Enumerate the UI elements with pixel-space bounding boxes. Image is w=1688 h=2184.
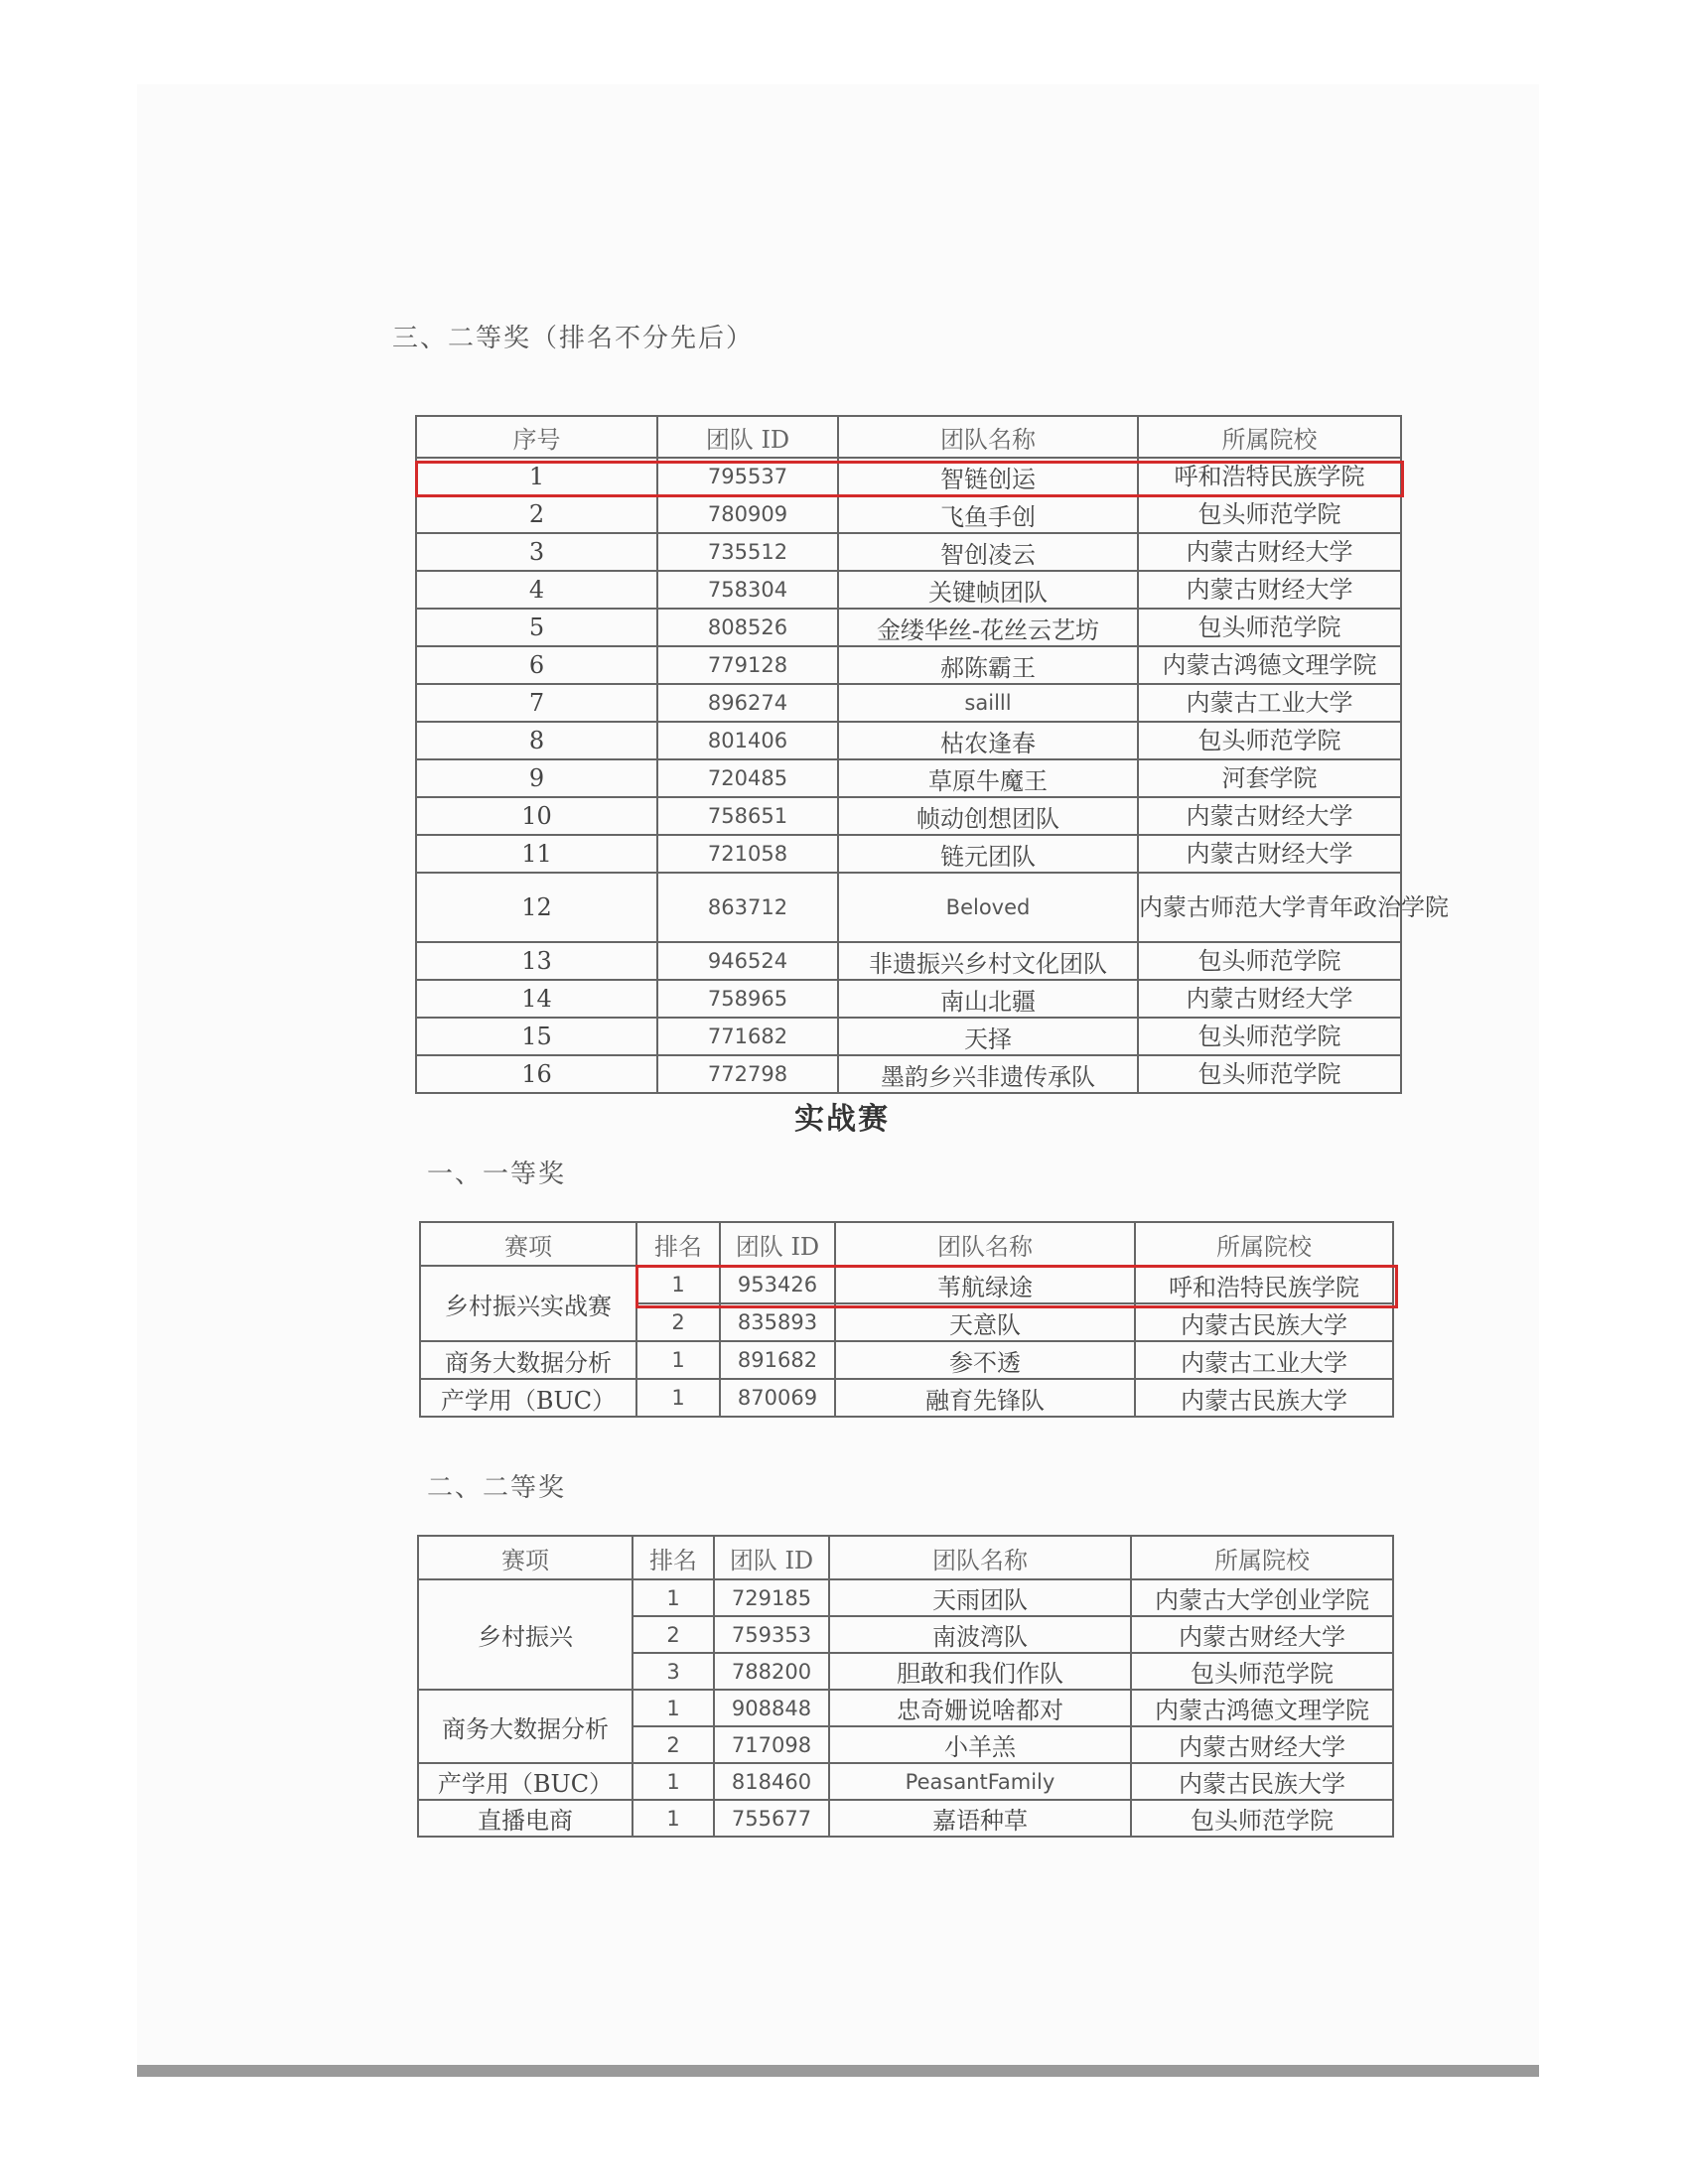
school-cell: 呼和浩特民族学院 (1135, 1266, 1393, 1303)
team-name-cell: 金缕华丝-花丝云艺坊 (838, 609, 1138, 646)
row-number-cell: 11 (416, 835, 657, 873)
header-cell: 所属院校 (1135, 1222, 1393, 1266)
table-row (416, 1055, 1401, 1093)
team-name-cell: 嘉语种草 (829, 1800, 1131, 1837)
team-name-cell: 天意队 (835, 1303, 1135, 1341)
header-cell: 团队名称 (835, 1222, 1135, 1266)
table-row (416, 722, 1401, 759)
team-name-cell: 胆敢和我们作队 (829, 1653, 1131, 1690)
header-cell: 团队名称 (838, 416, 1138, 458)
practice-title: 实战赛 (794, 1102, 890, 1137)
team-id-cell: 801406 (657, 722, 838, 759)
school-cell: 包头师范学院 (1131, 1653, 1393, 1690)
school-cell: 包头师范学院 (1138, 609, 1401, 646)
rank-cell: 3 (633, 1653, 714, 1690)
team-name-cell: 智链创运 (838, 458, 1138, 495)
school-cell: 内蒙古师范大学青年政治学院 (1138, 873, 1401, 942)
header-cell: 赛项 (420, 1222, 636, 1266)
row-number-cell: 13 (416, 942, 657, 980)
table-header-row (418, 1536, 1393, 1579)
table-row (416, 797, 1401, 835)
team-id-cell: 835893 (720, 1303, 835, 1341)
event-cell: 乡村振兴实战赛 (420, 1266, 636, 1341)
school-cell: 内蒙古大学创业学院 (1131, 1579, 1393, 1616)
team-id-cell: 729185 (714, 1579, 829, 1616)
table-row (418, 1763, 1393, 1800)
team-id-cell: 795537 (657, 458, 838, 495)
table-row (416, 942, 1401, 980)
header-cell: 所属院校 (1138, 416, 1401, 458)
school-cell: 呼和浩特民族学院 (1138, 458, 1401, 495)
school-cell: 内蒙古工业大学 (1138, 684, 1401, 722)
school-cell: 内蒙古财经大学 (1138, 797, 1401, 835)
team-name-cell: 天雨团队 (829, 1579, 1131, 1616)
team-id-cell: 896274 (657, 684, 838, 722)
row-number-cell: 14 (416, 980, 657, 1018)
school-cell: 内蒙古财经大学 (1138, 533, 1401, 571)
header-cell: 团队 ID (657, 416, 838, 458)
school-cell: 内蒙古民族大学 (1135, 1303, 1393, 1341)
header-cell: 团队 ID (714, 1536, 829, 1579)
header-cell: 所属院校 (1131, 1536, 1393, 1579)
table-header-row (416, 416, 1401, 458)
school-cell: 内蒙古财经大学 (1131, 1616, 1393, 1653)
second-prize-heading: 二、二等奖 (427, 1473, 567, 1503)
table-row (416, 646, 1401, 684)
table-row (418, 1579, 1393, 1616)
header-cell: 排名 (633, 1536, 714, 1579)
team-name-cell: 帧动创想团队 (838, 797, 1138, 835)
event-cell: 商务大数据分析 (418, 1690, 633, 1763)
team-id-cell: 720485 (657, 759, 838, 797)
school-cell: 包头师范学院 (1138, 495, 1401, 533)
row-number-cell: 5 (416, 609, 657, 646)
event-cell: 产学用（BUC） (418, 1763, 633, 1800)
table-row (416, 533, 1401, 571)
team-name-cell: PeasantFamily (829, 1763, 1131, 1800)
team-id-cell: 779128 (657, 646, 838, 684)
row-number-cell: 3 (416, 533, 657, 571)
school-cell: 包头师范学院 (1138, 1018, 1401, 1055)
team-name-cell: 智创凌云 (838, 533, 1138, 571)
team-id-cell: 818460 (714, 1763, 829, 1800)
team-name-cell: 南山北疆 (838, 980, 1138, 1018)
team-name-cell: 忠奇姗说啥都对 (829, 1690, 1131, 1726)
team-id-cell: 863712 (657, 873, 838, 942)
team-id-cell: 759353 (714, 1616, 829, 1653)
rank-cell: 1 (636, 1266, 720, 1303)
event-cell: 乡村振兴 (418, 1579, 633, 1690)
table-row (416, 873, 1401, 942)
table-row (416, 458, 1401, 495)
school-cell: 内蒙古财经大学 (1138, 571, 1401, 609)
team-name-cell: Beloved (838, 873, 1138, 942)
header-cell: 赛项 (418, 1536, 633, 1579)
event-cell: 产学用（BUC） (420, 1379, 636, 1417)
practice-first-prize-table (419, 1221, 1394, 1418)
header-cell: 排名 (636, 1222, 720, 1266)
team-id-cell: 946524 (657, 942, 838, 980)
rank-cell: 1 (636, 1379, 720, 1417)
event-cell: 商务大数据分析 (420, 1341, 636, 1379)
header-cell: 序号 (416, 416, 657, 458)
table-row (416, 609, 1401, 646)
rank-cell: 2 (633, 1616, 714, 1653)
row-number-cell: 2 (416, 495, 657, 533)
table-row (416, 571, 1401, 609)
team-name-cell: 苇航绿途 (835, 1266, 1135, 1303)
team-name-cell: 郝陈霸王 (838, 646, 1138, 684)
practice-second-prize-table (417, 1535, 1394, 1838)
team-id-cell: 780909 (657, 495, 838, 533)
row-number-cell: 6 (416, 646, 657, 684)
rank-cell: 1 (633, 1579, 714, 1616)
row-number-cell: 8 (416, 722, 657, 759)
row-number-cell: 7 (416, 684, 657, 722)
team-name-cell: 飞鱼手创 (838, 495, 1138, 533)
row-number-cell: 12 (416, 873, 657, 942)
school-cell: 内蒙古鸿德文理学院 (1131, 1690, 1393, 1726)
row-number-cell: 1 (416, 458, 657, 495)
school-cell: 包头师范学院 (1138, 1055, 1401, 1093)
table-row (416, 495, 1401, 533)
school-cell: 内蒙古民族大学 (1131, 1763, 1393, 1800)
team-name-cell: 草原牛魔王 (838, 759, 1138, 797)
table-row (418, 1800, 1393, 1837)
team-id-cell: 808526 (657, 609, 838, 646)
school-cell: 内蒙古财经大学 (1131, 1726, 1393, 1763)
team-name-cell: 天择 (838, 1018, 1138, 1055)
row-number-cell: 10 (416, 797, 657, 835)
table-row (420, 1341, 1393, 1379)
team-id-cell: 755677 (714, 1800, 829, 1837)
team-name-cell: 融育先锋队 (835, 1379, 1135, 1417)
row-number-cell: 16 (416, 1055, 657, 1093)
team-id-cell: 891682 (720, 1341, 835, 1379)
rank-cell: 1 (633, 1763, 714, 1800)
team-name-cell: 枯农逢春 (838, 722, 1138, 759)
team-id-cell: 758965 (657, 980, 838, 1018)
row-number-cell: 15 (416, 1018, 657, 1055)
team-name-cell: 南波湾队 (829, 1616, 1131, 1653)
school-cell: 内蒙古财经大学 (1138, 835, 1401, 873)
team-id-cell: 758304 (657, 571, 838, 609)
team-id-cell: 721058 (657, 835, 838, 873)
rank-cell: 2 (636, 1303, 720, 1341)
team-id-cell: 771682 (657, 1018, 838, 1055)
school-cell: 内蒙古工业大学 (1135, 1341, 1393, 1379)
team-id-cell: 908848 (714, 1690, 829, 1726)
team-id-cell: 735512 (657, 533, 838, 571)
second-prize-table (415, 415, 1449, 1094)
team-name-cell: 墨韵乡兴非遗传承队 (838, 1055, 1138, 1093)
rank-cell: 1 (633, 1800, 714, 1837)
table-header-row (420, 1222, 1393, 1266)
school-cell: 河套学院 (1138, 759, 1401, 797)
table-row (416, 1018, 1401, 1055)
table-row (416, 835, 1401, 873)
rank-cell: 1 (636, 1341, 720, 1379)
school-cell: 包头师范学院 (1138, 942, 1401, 980)
table-row (420, 1266, 1393, 1303)
row-number-cell: 9 (416, 759, 657, 797)
table-row (420, 1379, 1393, 1417)
team-name-cell: 参不透 (835, 1341, 1135, 1379)
school-cell: 包头师范学院 (1131, 1800, 1393, 1837)
team-id-cell: 758651 (657, 797, 838, 835)
school-cell: 内蒙古鸿德文理学院 (1138, 646, 1401, 684)
team-name-cell: 链元团队 (838, 835, 1138, 873)
table-row (416, 759, 1401, 797)
team-id-cell: 870069 (720, 1379, 835, 1417)
team-name-cell: 非遗振兴乡村文化团队 (838, 942, 1138, 980)
school-cell: 内蒙古财经大学 (1138, 980, 1401, 1018)
team-name-cell: sailll (838, 684, 1138, 722)
team-id-cell: 788200 (714, 1653, 829, 1690)
team-name-cell: 关键帧团队 (838, 571, 1138, 609)
team-name-cell: 小羊羔 (829, 1726, 1131, 1763)
header-cell: 团队名称 (829, 1536, 1131, 1579)
team-id-cell: 953426 (720, 1266, 835, 1303)
school-cell: 包头师范学院 (1138, 722, 1401, 759)
table-row (418, 1690, 1393, 1726)
team-id-cell: 772798 (657, 1055, 838, 1093)
row-number-cell: 4 (416, 571, 657, 609)
school-cell: 内蒙古民族大学 (1135, 1379, 1393, 1417)
first-prize-heading: 一、一等奖 (427, 1160, 567, 1189)
event-cell: 直播电商 (418, 1800, 633, 1837)
rank-cell: 2 (633, 1726, 714, 1763)
team-id-cell: 717098 (714, 1726, 829, 1763)
table-row (416, 980, 1401, 1018)
table-row (416, 684, 1401, 722)
section-heading: 三、二等奖（排名不分先后） (392, 324, 755, 353)
rank-cell: 1 (633, 1690, 714, 1726)
header-cell: 团队 ID (720, 1222, 835, 1266)
